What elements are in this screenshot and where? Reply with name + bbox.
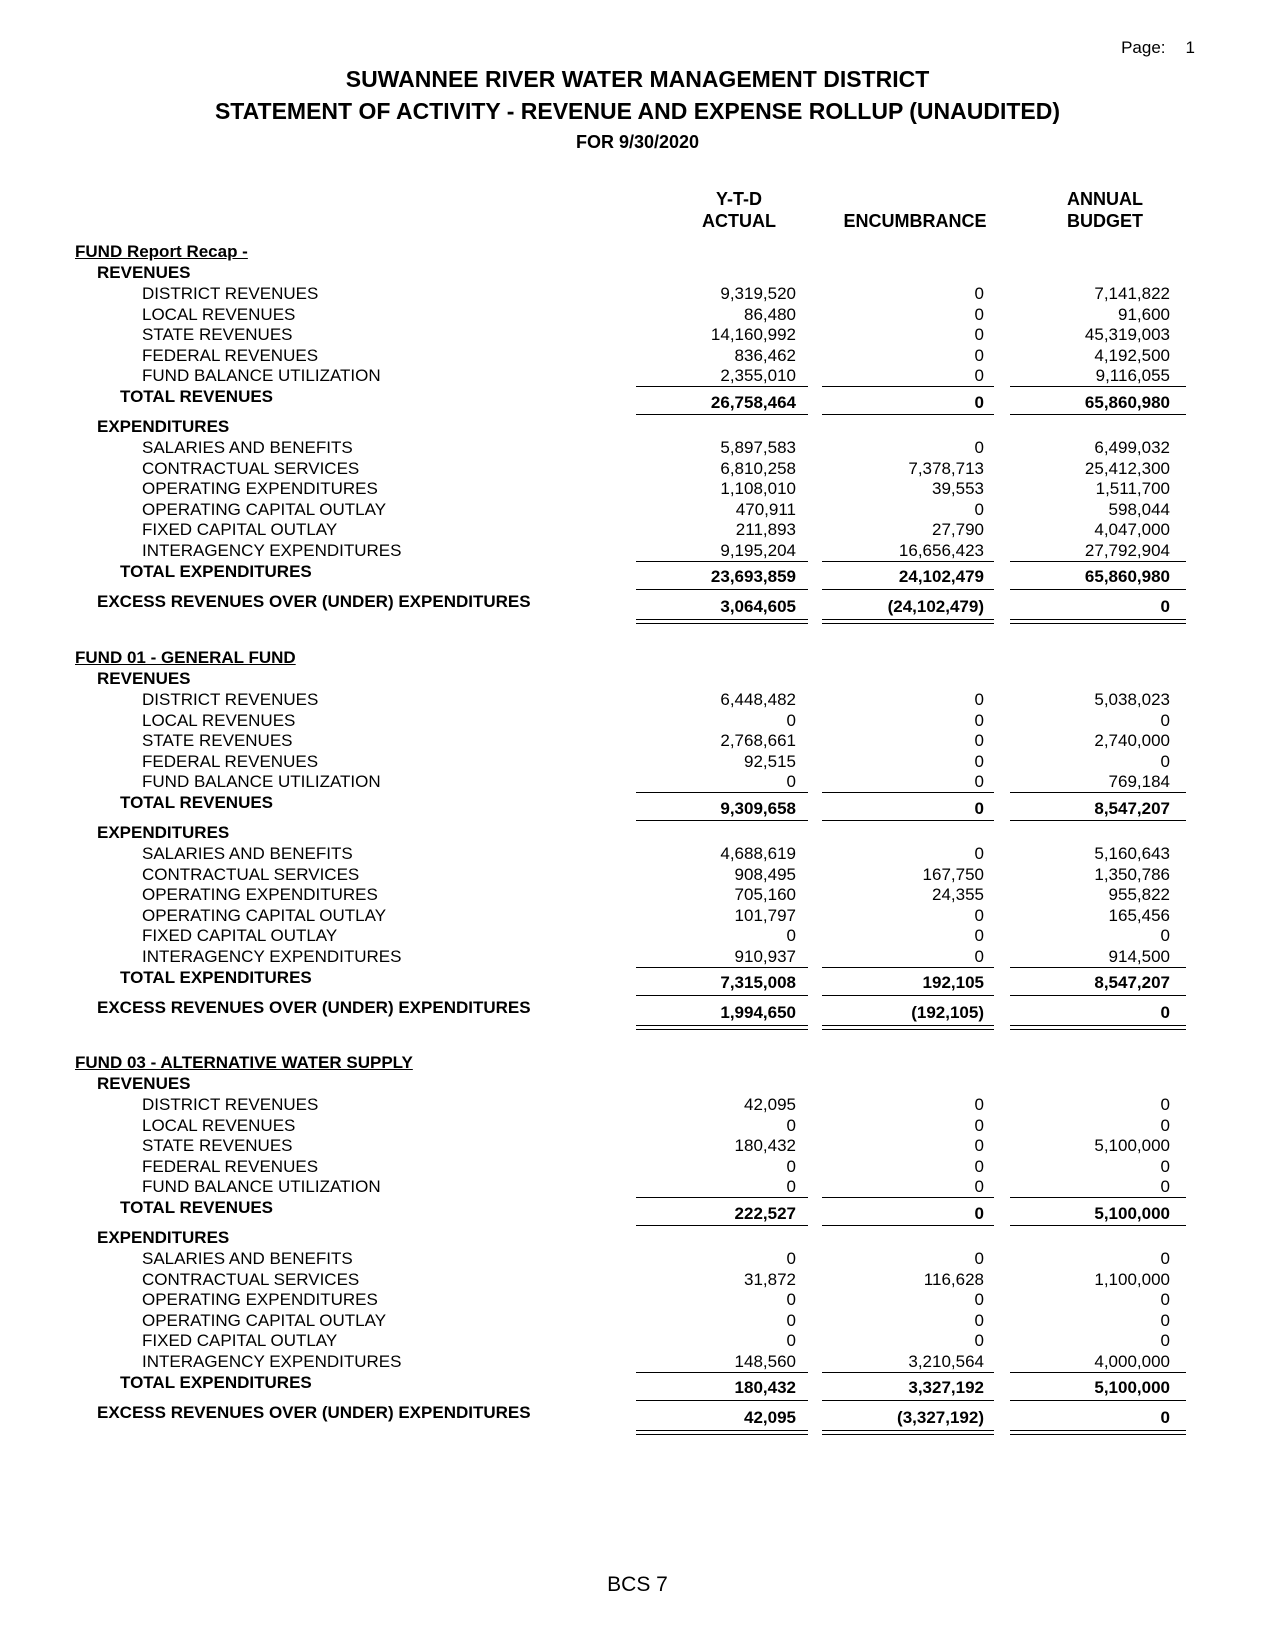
expenditure-line-item <box>0 1269 1275 1290</box>
annual-budget-value: 8,547,207 <box>1094 973 1170 992</box>
encumbrance-value: 167,750 <box>922 865 984 884</box>
column-header-budget-line1: ANNUAL <box>1067 189 1143 209</box>
revenue-line-item <box>0 689 1275 710</box>
encumbrance-value: (3,327,192) <box>897 1408 984 1427</box>
double-underline <box>822 1025 994 1026</box>
ytd-actual-value: 26,758,464 <box>710 393 796 412</box>
row-label: FUND 01 - GENERAL FUND <box>75 648 296 667</box>
ytd-actual-value: 908,495 <box>734 865 796 884</box>
annual-budget-value: 27,792,904 <box>1084 541 1170 560</box>
expenditure-line-item <box>0 884 1275 905</box>
row-label: TOTAL REVENUES <box>120 387 274 406</box>
ytd-actual-value: 7,315,008 <box>720 973 796 992</box>
column-header-ytd-line2: ACTUAL <box>702 211 776 231</box>
row-label: REVENUES <box>97 263 191 282</box>
ytd-actual-value: 2,768,661 <box>720 731 796 750</box>
double-underline <box>822 1029 994 1030</box>
annual-budget-value: 6,499,032 <box>1094 438 1170 457</box>
row-label: CONTRACTUAL SERVICES <box>142 459 360 478</box>
row-label: FEDERAL REVENUES <box>142 752 319 771</box>
row-label: STATE REVENUES <box>142 325 293 344</box>
ytd-actual-value: 0 <box>786 1311 796 1330</box>
encumbrance-value: 0 <box>974 711 984 730</box>
double-underline <box>822 623 994 624</box>
row-label: OPERATING CAPITAL OUTLAY <box>142 1311 387 1330</box>
ytd-actual-value: 0 <box>786 1157 796 1176</box>
double-underline <box>636 1430 808 1431</box>
total-underline <box>822 1225 994 1226</box>
expenditures-heading <box>0 416 1275 437</box>
ytd-actual-value: 42,095 <box>744 1095 796 1114</box>
row-label: LOCAL REVENUES <box>142 305 296 324</box>
total-underline <box>1010 995 1186 996</box>
row-label: EXCESS REVENUES OVER (UNDER) EXPENDITURES <box>97 592 531 611</box>
row-label: REVENUES <box>97 1074 191 1093</box>
annual-budget-value: 598,044 <box>1108 500 1170 519</box>
expenditure-line-item <box>0 1351 1275 1372</box>
revenue-line-item <box>0 324 1275 345</box>
ytd-actual-value: 705,160 <box>734 885 796 904</box>
encumbrance-value: 0 <box>974 926 984 945</box>
expenditure-line-item <box>0 1330 1275 1351</box>
row-label: EXCESS REVENUES OVER (UNDER) EXPENDITURES <box>97 1403 531 1422</box>
annual-budget-value: 0 <box>1160 1408 1170 1427</box>
annual-budget-value: 0 <box>1160 1311 1170 1330</box>
expenditures-heading <box>0 1227 1275 1248</box>
double-underline <box>822 619 994 620</box>
annual-budget-value: 5,100,000 <box>1094 1136 1170 1155</box>
row-label: FUND BALANCE UTILIZATION <box>142 366 381 385</box>
annual-budget-value: 0 <box>1160 1095 1170 1114</box>
row-label: FIXED CAPITAL OUTLAY <box>142 1331 338 1350</box>
total-underline <box>636 414 808 415</box>
expenditure-line-item <box>0 946 1275 967</box>
expenditure-line-item <box>0 540 1275 561</box>
revenue-line-item <box>0 1156 1275 1177</box>
encumbrance-value: 0 <box>974 731 984 750</box>
total-underline <box>1010 1225 1186 1226</box>
ytd-actual-value: 0 <box>786 1290 796 1309</box>
page-number <box>1121 38 1195 58</box>
total-underline <box>636 589 808 590</box>
row-label: OPERATING CAPITAL OUTLAY <box>142 906 387 925</box>
row-label: EXPENDITURES <box>97 1228 230 1247</box>
revenues-heading <box>0 262 1275 283</box>
annual-budget-value: 45,319,003 <box>1084 325 1170 344</box>
expenditures-heading <box>0 822 1275 843</box>
double-underline <box>636 1434 808 1435</box>
annual-budget-value: 0 <box>1160 1177 1170 1196</box>
total-underline <box>636 1400 808 1401</box>
row-label: LOCAL REVENUES <box>142 1116 296 1135</box>
encumbrance-value: 0 <box>974 690 984 709</box>
encumbrance-value: 0 <box>974 1249 984 1268</box>
encumbrance-value: 0 <box>974 844 984 863</box>
row-label: TOTAL REVENUES <box>120 793 274 812</box>
ytd-actual-value: 101,797 <box>734 906 796 925</box>
annual-budget-value: 25,412,300 <box>1084 459 1170 478</box>
row-label: OPERATING EXPENDITURES <box>142 885 378 904</box>
encumbrance-value: 27,790 <box>932 520 984 539</box>
annual-budget-value: 4,000,000 <box>1094 1352 1170 1371</box>
ytd-actual-value: 31,872 <box>744 1270 796 1289</box>
encumbrance-value: 7,378,713 <box>908 459 984 478</box>
ytd-actual-value: 0 <box>786 711 796 730</box>
excess-values <box>0 596 1275 617</box>
ytd-actual-value: 6,810,258 <box>720 459 796 478</box>
double-underline <box>636 619 808 620</box>
row-label: REVENUES <box>97 669 191 688</box>
expenditure-line-item <box>0 905 1275 926</box>
row-label: INTERAGENCY EXPENDITURES <box>142 541 402 560</box>
annual-budget-value: 5,038,023 <box>1094 690 1170 709</box>
double-underline <box>1010 1434 1186 1435</box>
row-label: INTERAGENCY EXPENDITURES <box>142 1352 402 1371</box>
encumbrance-value: 0 <box>974 1157 984 1176</box>
column-header-annual-budget <box>1045 188 1165 232</box>
double-underline <box>822 1430 994 1431</box>
row-label: STATE REVENUES <box>142 1136 293 1155</box>
encumbrance-value: 116,628 <box>923 1270 984 1289</box>
row-label: TOTAL EXPENDITURES <box>120 562 312 581</box>
ytd-actual-value: 180,432 <box>734 1378 796 1397</box>
ytd-actual-value: 0 <box>786 1249 796 1268</box>
ytd-actual-value: 2,355,010 <box>720 366 796 385</box>
total-expenditures-values <box>0 1377 1275 1398</box>
revenue-line-item <box>0 1094 1275 1115</box>
double-underline <box>1010 619 1186 620</box>
annual-budget-value: 0 <box>1160 1331 1170 1350</box>
ytd-actual-value: 1,108,010 <box>720 479 796 498</box>
revenue-line-item <box>0 283 1275 304</box>
expenditure-line-item <box>0 437 1275 458</box>
encumbrance-value: 0 <box>974 1311 984 1330</box>
encumbrance-value: 0 <box>974 438 984 457</box>
encumbrance-value: 0 <box>974 799 984 818</box>
report-title: STATEMENT OF ACTIVITY - REVENUE AND EXPENSE ROLLUP (UNAUDITED) <box>214 98 1061 124</box>
expenditure-line-item <box>0 1248 1275 1269</box>
encumbrance-value: 0 <box>974 772 984 791</box>
encumbrance-value: 0 <box>974 1331 984 1350</box>
ytd-actual-value: 42,095 <box>744 1408 796 1427</box>
ytd-actual-value: 0 <box>786 772 796 791</box>
row-label: OPERATING EXPENDITURES <box>142 479 378 498</box>
ytd-actual-value: 6,448,482 <box>720 690 796 709</box>
revenue-line-item <box>0 345 1275 366</box>
encumbrance-value: 0 <box>974 366 984 385</box>
ytd-actual-value: 9,319,520 <box>720 284 796 303</box>
total-underline <box>822 589 994 590</box>
revenues-heading <box>0 1073 1275 1094</box>
expenditure-line-item <box>0 519 1275 540</box>
page-number-value: 1 <box>1185 38 1195 57</box>
expenditure-line-item <box>0 499 1275 520</box>
encumbrance-value: 39,553 <box>932 479 984 498</box>
double-underline <box>1010 1430 1186 1431</box>
annual-budget-value: 955,822 <box>1108 885 1170 904</box>
annual-budget-value: 0 <box>1160 1157 1170 1176</box>
encumbrance-value: 0 <box>974 325 984 344</box>
revenue-line-item <box>0 365 1275 386</box>
total-underline <box>1010 589 1186 590</box>
expenditure-line-item <box>0 925 1275 946</box>
row-label: FUND 03 - ALTERNATIVE WATER SUPPLY <box>75 1053 413 1072</box>
annual-budget-value: 65,860,980 <box>1084 393 1170 412</box>
row-label: SALARIES AND BENEFITS <box>142 438 353 457</box>
row-label: DISTRICT REVENUES <box>142 284 319 303</box>
annual-budget-value: 9,116,055 <box>1095 366 1170 385</box>
ytd-actual-value: 470,911 <box>735 500 796 519</box>
double-underline <box>636 1029 808 1030</box>
total-underline <box>822 820 994 821</box>
row-label: FEDERAL REVENUES <box>142 346 319 365</box>
ytd-actual-value: 211,893 <box>735 520 796 539</box>
ytd-actual-value: 9,195,204 <box>720 541 796 560</box>
total-revenues-values <box>0 392 1275 413</box>
annual-budget-value: 0 <box>1160 752 1170 771</box>
annual-budget-value: 769,184 <box>1108 772 1170 791</box>
ytd-actual-value: 3,064,605 <box>720 597 796 616</box>
total-underline <box>822 995 994 996</box>
total-underline <box>1010 414 1186 415</box>
annual-budget-value: 5,100,000 <box>1094 1378 1170 1397</box>
row-label: DISTRICT REVENUES <box>142 690 319 709</box>
row-label: FIXED CAPITAL OUTLAY <box>142 926 338 945</box>
total-underline <box>636 995 808 996</box>
ytd-actual-value: 0 <box>786 926 796 945</box>
encumbrance-value: 24,102,479 <box>898 567 984 586</box>
ytd-actual-value: 23,693,859 <box>710 567 796 586</box>
fund-section-title <box>0 1052 1275 1073</box>
annual-budget-value: 7,141,822 <box>1094 284 1170 303</box>
revenues-heading <box>0 668 1275 689</box>
expenditure-line-item <box>0 478 1275 499</box>
annual-budget-value: 0 <box>1160 597 1170 616</box>
ytd-actual-value: 92,515 <box>744 752 796 771</box>
encumbrance-value: 0 <box>974 500 984 519</box>
annual-budget-value: 1,511,700 <box>1095 479 1170 498</box>
column-header-budget-line2: BUDGET <box>1067 211 1143 231</box>
double-underline <box>1010 623 1186 624</box>
row-label: FUND BALANCE UTILIZATION <box>142 772 381 791</box>
annual-budget-value: 914,500 <box>1108 947 1170 966</box>
ytd-actual-value: 86,480 <box>744 305 796 324</box>
annual-budget-value: 0 <box>1160 711 1170 730</box>
expenditure-line-item <box>0 864 1275 885</box>
total-revenues-values <box>0 1203 1275 1224</box>
total-underline <box>822 414 994 415</box>
annual-budget-value: 65,860,980 <box>1084 567 1170 586</box>
expenditure-line-item <box>0 1310 1275 1331</box>
ytd-actual-value: 180,432 <box>734 1136 796 1155</box>
revenue-line-item <box>0 1115 1275 1136</box>
expenditure-line-item <box>0 1289 1275 1310</box>
row-label: OPERATING EXPENDITURES <box>142 1290 378 1309</box>
ytd-actual-value: 1,994,650 <box>720 1003 796 1022</box>
row-label: SALARIES AND BENEFITS <box>142 1249 353 1268</box>
total-revenues-values <box>0 798 1275 819</box>
revenue-line-item <box>0 771 1275 792</box>
encumbrance-value: 0 <box>974 284 984 303</box>
revenue-line-item <box>0 1176 1275 1197</box>
double-underline <box>636 623 808 624</box>
report-period: FOR 9/30/2020 <box>575 132 700 152</box>
ytd-actual-value: 0 <box>786 1116 796 1135</box>
row-label: TOTAL EXPENDITURES <box>120 968 312 987</box>
revenue-line-item <box>0 710 1275 731</box>
row-label: OPERATING CAPITAL OUTLAY <box>142 500 387 519</box>
total-expenditures-values <box>0 972 1275 993</box>
annual-budget-value: 8,547,207 <box>1094 799 1170 818</box>
annual-budget-value: 0 <box>1160 1003 1170 1022</box>
row-label: FEDERAL REVENUES <box>142 1157 319 1176</box>
org-title: SUWANNEE RIVER WATER MANAGEMENT DISTRICT <box>345 66 930 92</box>
ytd-actual-value: 836,462 <box>734 346 796 365</box>
annual-budget-value: 0 <box>1160 1290 1170 1309</box>
annual-budget-value: 5,100,000 <box>1094 1204 1170 1223</box>
annual-budget-value: 0 <box>1160 926 1170 945</box>
revenue-line-item <box>0 1135 1275 1156</box>
annual-budget-value: 5,160,643 <box>1094 844 1170 863</box>
encumbrance-value: 0 <box>974 393 984 412</box>
annual-budget-value: 165,456 <box>1108 906 1170 925</box>
annual-budget-value: 0 <box>1160 1116 1170 1135</box>
encumbrance-value: 3,327,192 <box>908 1378 984 1397</box>
page-label: Page: <box>1121 38 1166 57</box>
encumbrance-value: 0 <box>974 752 984 771</box>
ytd-actual-value: 148,560 <box>734 1352 796 1371</box>
row-label: EXCESS REVENUES OVER (UNDER) EXPENDITURES <box>97 998 531 1017</box>
row-label: LOCAL REVENUES <box>142 711 296 730</box>
encumbrance-value: 0 <box>974 305 984 324</box>
ytd-actual-value: 0 <box>786 1177 796 1196</box>
annual-budget-value: 91,600 <box>1118 305 1170 324</box>
column-header-ytd-actual <box>674 188 804 232</box>
double-underline <box>636 1025 808 1026</box>
encumbrance-value: 0 <box>974 346 984 365</box>
encumbrance-value: 192,105 <box>922 973 984 992</box>
total-underline <box>822 1400 994 1401</box>
encumbrance-value: 0 <box>974 1116 984 1135</box>
encumbrance-value: 3,210,564 <box>908 1352 984 1371</box>
encumbrance-value: 0 <box>974 906 984 925</box>
fund-section-title <box>0 241 1275 262</box>
annual-budget-value: 2,740,000 <box>1094 731 1170 750</box>
row-label: EXPENDITURES <box>97 417 230 436</box>
row-label: INTERAGENCY EXPENDITURES <box>142 947 402 966</box>
expenditure-line-item <box>0 458 1275 479</box>
ytd-actual-value: 222,527 <box>734 1204 796 1223</box>
double-underline <box>822 1434 994 1435</box>
total-underline <box>1010 820 1186 821</box>
encumbrance-value: 0 <box>974 947 984 966</box>
ytd-actual-value: 5,897,583 <box>720 438 796 457</box>
encumbrance-value: 0 <box>974 1095 984 1114</box>
row-label: EXPENDITURES <box>97 823 230 842</box>
encumbrance-value: 0 <box>974 1204 984 1223</box>
excess-values <box>0 1002 1275 1023</box>
row-label: FIXED CAPITAL OUTLAY <box>142 520 338 539</box>
encumbrance-value: 16,656,423 <box>898 541 984 560</box>
ytd-actual-value: 0 <box>786 1331 796 1350</box>
encumbrance-value: 0 <box>974 1136 984 1155</box>
total-underline <box>636 1225 808 1226</box>
encumbrance-value: 24,355 <box>932 885 984 904</box>
row-label: FUND Report Recap - <box>75 242 248 261</box>
row-label: FUND BALANCE UTILIZATION <box>142 1177 381 1196</box>
row-label: TOTAL REVENUES <box>120 1198 274 1217</box>
ytd-actual-value: 4,688,619 <box>720 844 796 863</box>
annual-budget-value: 1,100,000 <box>1094 1270 1170 1289</box>
footer-code: BCS 7 <box>607 1573 668 1596</box>
annual-budget-value: 4,047,000 <box>1094 520 1170 539</box>
column-header-encumbrance: ENCUMBRANCE <box>843 211 987 231</box>
row-label: CONTRACTUAL SERVICES <box>142 1270 360 1289</box>
total-expenditures-values <box>0 566 1275 587</box>
double-underline <box>1010 1029 1186 1030</box>
row-label: DISTRICT REVENUES <box>142 1095 319 1114</box>
row-label: STATE REVENUES <box>142 731 293 750</box>
revenue-line-item <box>0 751 1275 772</box>
revenue-line-item <box>0 730 1275 751</box>
encumbrance-value: (192,105) <box>911 1003 984 1022</box>
annual-budget-value: 4,192,500 <box>1094 346 1170 365</box>
annual-budget-value: 0 <box>1160 1249 1170 1268</box>
ytd-actual-value: 14,160,992 <box>710 325 796 344</box>
expenditure-line-item <box>0 843 1275 864</box>
encumbrance-value: (24,102,479) <box>887 597 984 616</box>
double-underline <box>1010 1025 1186 1026</box>
excess-values <box>0 1407 1275 1428</box>
row-label: TOTAL EXPENDITURES <box>120 1373 312 1392</box>
row-label: CONTRACTUAL SERVICES <box>142 865 360 884</box>
ytd-actual-value: 9,309,658 <box>720 799 796 818</box>
revenue-line-item <box>0 304 1275 325</box>
ytd-actual-value: 910,937 <box>734 947 796 966</box>
fund-section-title <box>0 647 1275 668</box>
total-underline <box>636 820 808 821</box>
total-underline <box>1010 1400 1186 1401</box>
column-header-ytd-line1: Y-T-D <box>715 189 762 209</box>
row-label: SALARIES AND BENEFITS <box>142 844 353 863</box>
encumbrance-value: 0 <box>974 1290 984 1309</box>
annual-budget-value: 1,350,786 <box>1094 865 1170 884</box>
encumbrance-value: 0 <box>974 1177 984 1196</box>
